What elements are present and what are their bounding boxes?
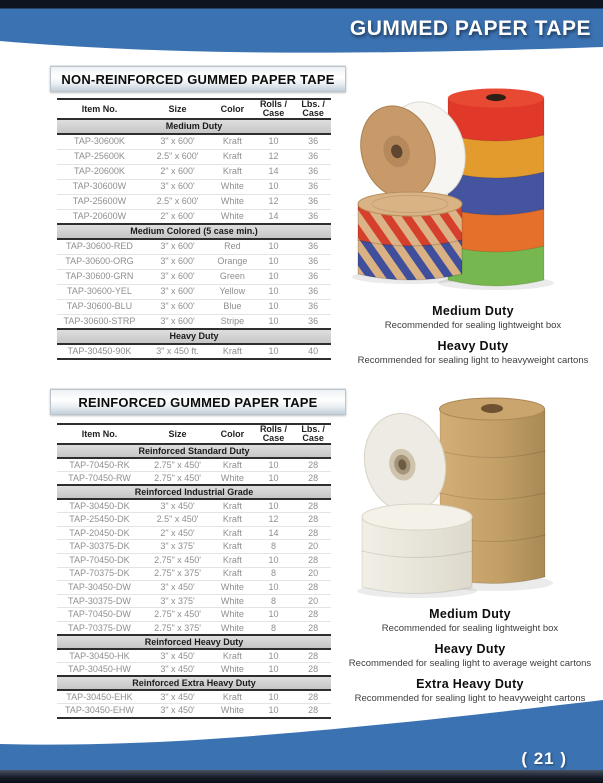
table-cell: White bbox=[213, 472, 251, 486]
table-cell: 36 bbox=[295, 149, 331, 164]
table-row bbox=[57, 540, 331, 554]
table-cell: 28 bbox=[295, 663, 331, 677]
table-cell: TAP-30450-HW bbox=[57, 663, 142, 677]
table-cell: TAP-70450-DK bbox=[57, 554, 142, 568]
column-header: Rolls / Case bbox=[252, 99, 296, 119]
table-cell: 14 bbox=[252, 209, 296, 224]
table-row bbox=[57, 581, 331, 595]
non-reinforced-table bbox=[57, 98, 331, 360]
column-header: Rolls / Case bbox=[252, 424, 296, 444]
column-header: Color bbox=[213, 424, 251, 444]
table-cell: 12 bbox=[252, 149, 296, 164]
table-cell: White bbox=[213, 594, 251, 608]
table-cell: 28 bbox=[295, 704, 331, 718]
table-cell: 36 bbox=[295, 284, 331, 299]
reinforced-table bbox=[57, 423, 331, 719]
table-cell: TAP-30600-RED bbox=[57, 239, 142, 254]
group-label: Reinforced Heavy Duty bbox=[57, 635, 331, 649]
table-cell: 36 bbox=[295, 164, 331, 179]
table-cell: 3" x 600' bbox=[142, 299, 213, 314]
table-cell: 3" x 600' bbox=[142, 134, 213, 149]
table-row bbox=[57, 554, 331, 568]
table-cell: 10 bbox=[252, 690, 296, 704]
table-cell: 10 bbox=[252, 239, 296, 254]
table-cell: Red bbox=[213, 239, 251, 254]
reinforced-duty-descriptions bbox=[338, 599, 602, 704]
table-cell: White bbox=[213, 581, 251, 595]
duty-description: Recommended for sealing light to average weight cartons bbox=[348, 658, 592, 669]
table-cell: Kraft bbox=[213, 149, 251, 164]
table-cell: 10 bbox=[252, 458, 296, 472]
table-row bbox=[57, 164, 331, 179]
table-cell: 3" x 450' bbox=[142, 581, 213, 595]
duty-description: Recommended for sealing light to heavyweight cartons bbox=[354, 693, 586, 704]
table-cell: White bbox=[213, 194, 251, 209]
group-header-row bbox=[57, 224, 331, 239]
table-row bbox=[57, 314, 331, 329]
table-cell: 10 bbox=[252, 663, 296, 677]
table-row bbox=[57, 134, 331, 149]
duty-description: Recommended for sealing lightweight box bbox=[384, 320, 562, 331]
table-cell: 3" x 450' bbox=[142, 690, 213, 704]
table-cell: 2.5" x 600' bbox=[142, 194, 213, 209]
table-row bbox=[57, 608, 331, 622]
table-cell: 36 bbox=[295, 299, 331, 314]
group-header-row bbox=[57, 635, 331, 649]
table-cell: 3" x 450' bbox=[142, 649, 213, 663]
table-row bbox=[57, 194, 331, 209]
table-cell: TAP-70375-DW bbox=[57, 622, 142, 636]
table-cell: 12 bbox=[252, 513, 296, 527]
table-cell: Kraft bbox=[213, 526, 251, 540]
group-label: Reinforced Extra Heavy Duty bbox=[57, 676, 331, 690]
table-cell: TAP-30375-DW bbox=[57, 594, 142, 608]
table-cell: Kraft bbox=[213, 164, 251, 179]
non-reinforced-duty-descriptions bbox=[345, 296, 601, 366]
table-cell: 28 bbox=[295, 458, 331, 472]
page-number: ( 21 ) bbox=[521, 749, 567, 768]
table-cell: 28 bbox=[295, 581, 331, 595]
table-row bbox=[57, 149, 331, 164]
table-cell: 10 bbox=[252, 472, 296, 486]
table-cell: 8 bbox=[252, 540, 296, 554]
table-cell: Kraft bbox=[213, 458, 251, 472]
table-cell: 10 bbox=[252, 344, 296, 359]
duty-title: Heavy Duty bbox=[434, 642, 506, 656]
table-cell: TAP-30450-90K bbox=[57, 344, 142, 359]
table-cell: 10 bbox=[252, 581, 296, 595]
table-cell: TAP-20600K bbox=[57, 164, 142, 179]
table-cell: 28 bbox=[295, 608, 331, 622]
section-title-non-reinforced: NON-REINFORCED GUMMED PAPER TAPE bbox=[50, 66, 346, 92]
table-cell: TAP-70450-DW bbox=[57, 608, 142, 622]
table-cell: Kraft bbox=[213, 513, 251, 527]
table-cell: 28 bbox=[295, 513, 331, 527]
table-cell: TAP-25450-DK bbox=[57, 513, 142, 527]
table-row bbox=[57, 513, 331, 527]
table-cell: 3" x 375' bbox=[142, 594, 213, 608]
table-row bbox=[57, 299, 331, 314]
table-cell: Kraft bbox=[213, 567, 251, 581]
table-cell: 28 bbox=[295, 554, 331, 568]
duty-title: Heavy Duty bbox=[437, 339, 509, 353]
table-cell: 36 bbox=[295, 194, 331, 209]
table-cell: TAP-20600W bbox=[57, 209, 142, 224]
table-cell: TAP-30600-ORG bbox=[57, 254, 142, 269]
table-cell: 10 bbox=[252, 179, 296, 194]
table-cell: 10 bbox=[252, 649, 296, 663]
table-cell: 2.5" x 600' bbox=[142, 149, 213, 164]
table-cell: TAP-25600K bbox=[57, 149, 142, 164]
group-header-row bbox=[57, 329, 331, 344]
table-cell: 28 bbox=[295, 472, 331, 486]
table-cell: 40 bbox=[295, 344, 331, 359]
table-cell: TAP-30600-YEL bbox=[57, 284, 142, 299]
table-cell: 2.75" x 450' bbox=[142, 554, 213, 568]
table-cell: 36 bbox=[295, 254, 331, 269]
table-cell: 2" x 600' bbox=[142, 164, 213, 179]
table-row bbox=[57, 472, 331, 486]
table-cell: White bbox=[213, 209, 251, 224]
table-header-row bbox=[57, 424, 331, 444]
table-row bbox=[57, 663, 331, 677]
table-cell: 36 bbox=[295, 239, 331, 254]
table-cell: 28 bbox=[295, 526, 331, 540]
table-cell: 36 bbox=[295, 179, 331, 194]
table-cell: 28 bbox=[295, 649, 331, 663]
table-row bbox=[57, 179, 331, 194]
table-cell: 2.75" x 375' bbox=[142, 567, 213, 581]
table-cell: 28 bbox=[295, 499, 331, 513]
table-cell: 36 bbox=[295, 269, 331, 284]
table-cell: 10 bbox=[252, 284, 296, 299]
group-label: Reinforced Industrial Grade bbox=[57, 485, 331, 499]
table-cell: TAP-30450-HK bbox=[57, 649, 142, 663]
table-cell: 10 bbox=[252, 499, 296, 513]
table-cell: White bbox=[213, 622, 251, 636]
table-cell: Stripe bbox=[213, 314, 251, 329]
group-header-row bbox=[57, 119, 331, 134]
table-cell: TAP-30600W bbox=[57, 179, 142, 194]
group-label: Medium Colored (5 case min.) bbox=[57, 224, 331, 239]
table-cell: 36 bbox=[295, 134, 331, 149]
table-cell: 10 bbox=[252, 134, 296, 149]
duty-description: Recommended for sealing lightweight box bbox=[381, 623, 559, 634]
table-cell: Kraft bbox=[213, 499, 251, 513]
table-cell: 3" x 450' bbox=[142, 704, 213, 718]
section-title-reinforced: REINFORCED GUMMED PAPER TAPE bbox=[50, 389, 346, 415]
table-cell: TAP-20450-DK bbox=[57, 526, 142, 540]
table-cell: TAP-30600-STRP bbox=[57, 314, 142, 329]
kraft-white-tape-rolls-photo bbox=[345, 393, 601, 603]
table-cell: 2" x 600' bbox=[142, 209, 213, 224]
table-cell: Kraft bbox=[213, 649, 251, 663]
table-cell: TAP-30600-GRN bbox=[57, 269, 142, 284]
table-cell: TAP-30450-EHK bbox=[57, 690, 142, 704]
table-cell: Yellow bbox=[213, 284, 251, 299]
table-cell: Kraft bbox=[213, 540, 251, 554]
table-cell: White bbox=[213, 663, 251, 677]
table-cell: White bbox=[213, 179, 251, 194]
table-row bbox=[57, 269, 331, 284]
column-header: Color bbox=[213, 99, 251, 119]
column-header: Lbs. / Case bbox=[295, 424, 331, 444]
table-cell: 3" x 450' bbox=[142, 499, 213, 513]
table-cell: 10 bbox=[252, 554, 296, 568]
table-cell: Orange bbox=[213, 254, 251, 269]
table-row bbox=[57, 526, 331, 540]
table-cell: TAP-70450-RK bbox=[57, 458, 142, 472]
table-cell: 3" x 450 ft. bbox=[142, 344, 213, 359]
table-cell: 28 bbox=[295, 690, 331, 704]
table-cell: 28 bbox=[295, 622, 331, 636]
table-row bbox=[57, 499, 331, 513]
table-cell: Kraft bbox=[213, 134, 251, 149]
table-cell: 10 bbox=[252, 299, 296, 314]
column-header: Size bbox=[142, 99, 213, 119]
table-header-row bbox=[57, 99, 331, 119]
table-cell: TAP-25600W bbox=[57, 194, 142, 209]
table-row bbox=[57, 622, 331, 636]
table-cell: TAP-30600K bbox=[57, 134, 142, 149]
table-cell: TAP-30450-DW bbox=[57, 581, 142, 595]
table-cell: 14 bbox=[252, 526, 296, 540]
table-cell: 10 bbox=[252, 254, 296, 269]
table-cell: 8 bbox=[252, 594, 296, 608]
table-cell: TAP-30600-BLU bbox=[57, 299, 142, 314]
table-row bbox=[57, 239, 331, 254]
column-header: Item No. bbox=[57, 424, 142, 444]
group-label: Heavy Duty bbox=[57, 329, 331, 344]
column-header: Size bbox=[142, 424, 213, 444]
table-cell: 10 bbox=[252, 314, 296, 329]
table-cell: 2.75" x 450' bbox=[142, 608, 213, 622]
table-row bbox=[57, 209, 331, 224]
table-cell: 3" x 600' bbox=[142, 284, 213, 299]
table-row bbox=[57, 254, 331, 269]
table-cell: 10 bbox=[252, 608, 296, 622]
table-cell: 3" x 600' bbox=[142, 239, 213, 254]
table-row bbox=[57, 458, 331, 472]
page-title: GUMMED PAPER TAPE bbox=[349, 17, 591, 40]
table-cell: TAP-70375-DK bbox=[57, 567, 142, 581]
duty-description: Recommended for sealing light to heavyweight cartons bbox=[357, 355, 589, 366]
column-header: Item No. bbox=[57, 99, 142, 119]
table-cell: 2.5" x 450' bbox=[142, 513, 213, 527]
footer-dark-bar bbox=[0, 770, 603, 783]
table-cell: TAP-30375-DK bbox=[57, 540, 142, 554]
duty-title: Medium Duty bbox=[432, 304, 514, 318]
group-header-row bbox=[57, 485, 331, 499]
table-cell: White bbox=[213, 608, 251, 622]
table-cell: 20 bbox=[295, 540, 331, 554]
table-cell: 2" x 450' bbox=[142, 526, 213, 540]
table-cell: 20 bbox=[295, 567, 331, 581]
column-header: Lbs. / Case bbox=[295, 99, 331, 119]
table-cell: 3" x 600' bbox=[142, 179, 213, 194]
table-row bbox=[57, 344, 331, 359]
table-cell: 3" x 375' bbox=[142, 540, 213, 554]
table-row bbox=[57, 567, 331, 581]
table-cell: 3" x 600' bbox=[142, 314, 213, 329]
table-cell: 36 bbox=[295, 314, 331, 329]
table-cell: TAP-30450-DK bbox=[57, 499, 142, 513]
table-cell: White bbox=[213, 704, 251, 718]
table-cell: Kraft bbox=[213, 554, 251, 568]
table-row bbox=[57, 594, 331, 608]
table-cell: Blue bbox=[213, 299, 251, 314]
table-row bbox=[57, 649, 331, 663]
table-cell: 20 bbox=[295, 594, 331, 608]
table-cell: 8 bbox=[252, 622, 296, 636]
white-roll-stack bbox=[362, 504, 472, 594]
table-row bbox=[57, 284, 331, 299]
group-label: Medium Duty bbox=[57, 119, 331, 134]
table-cell: Kraft bbox=[213, 690, 251, 704]
table-cell: 8 bbox=[252, 567, 296, 581]
duty-title: Extra Heavy Duty bbox=[416, 677, 524, 691]
table-cell: 3" x 450' bbox=[142, 663, 213, 677]
table-cell: 3" x 600' bbox=[142, 269, 213, 284]
striped-rolls bbox=[358, 192, 462, 280]
group-label: Reinforced Standard Duty bbox=[57, 444, 331, 458]
table-cell: TAP-30450-EHW bbox=[57, 704, 142, 718]
table-cell: 10 bbox=[252, 704, 296, 718]
table-cell: Kraft bbox=[213, 344, 251, 359]
group-header-row bbox=[57, 444, 331, 458]
table-cell: TAP-70450-RW bbox=[57, 472, 142, 486]
table-cell: 2.75" x 450' bbox=[142, 458, 213, 472]
duty-title: Medium Duty bbox=[429, 607, 511, 621]
colored-tape-rolls-photo bbox=[348, 84, 600, 298]
table-cell: 2.75" x 450' bbox=[142, 472, 213, 486]
table-cell: 12 bbox=[252, 194, 296, 209]
table-cell: 14 bbox=[252, 164, 296, 179]
table-cell: 10 bbox=[252, 269, 296, 284]
group-header-row bbox=[57, 676, 331, 690]
table-cell: 3" x 600' bbox=[142, 254, 213, 269]
table-cell: 36 bbox=[295, 209, 331, 224]
table-cell: Green bbox=[213, 269, 251, 284]
table-cell: 2.75" x 375' bbox=[142, 622, 213, 636]
